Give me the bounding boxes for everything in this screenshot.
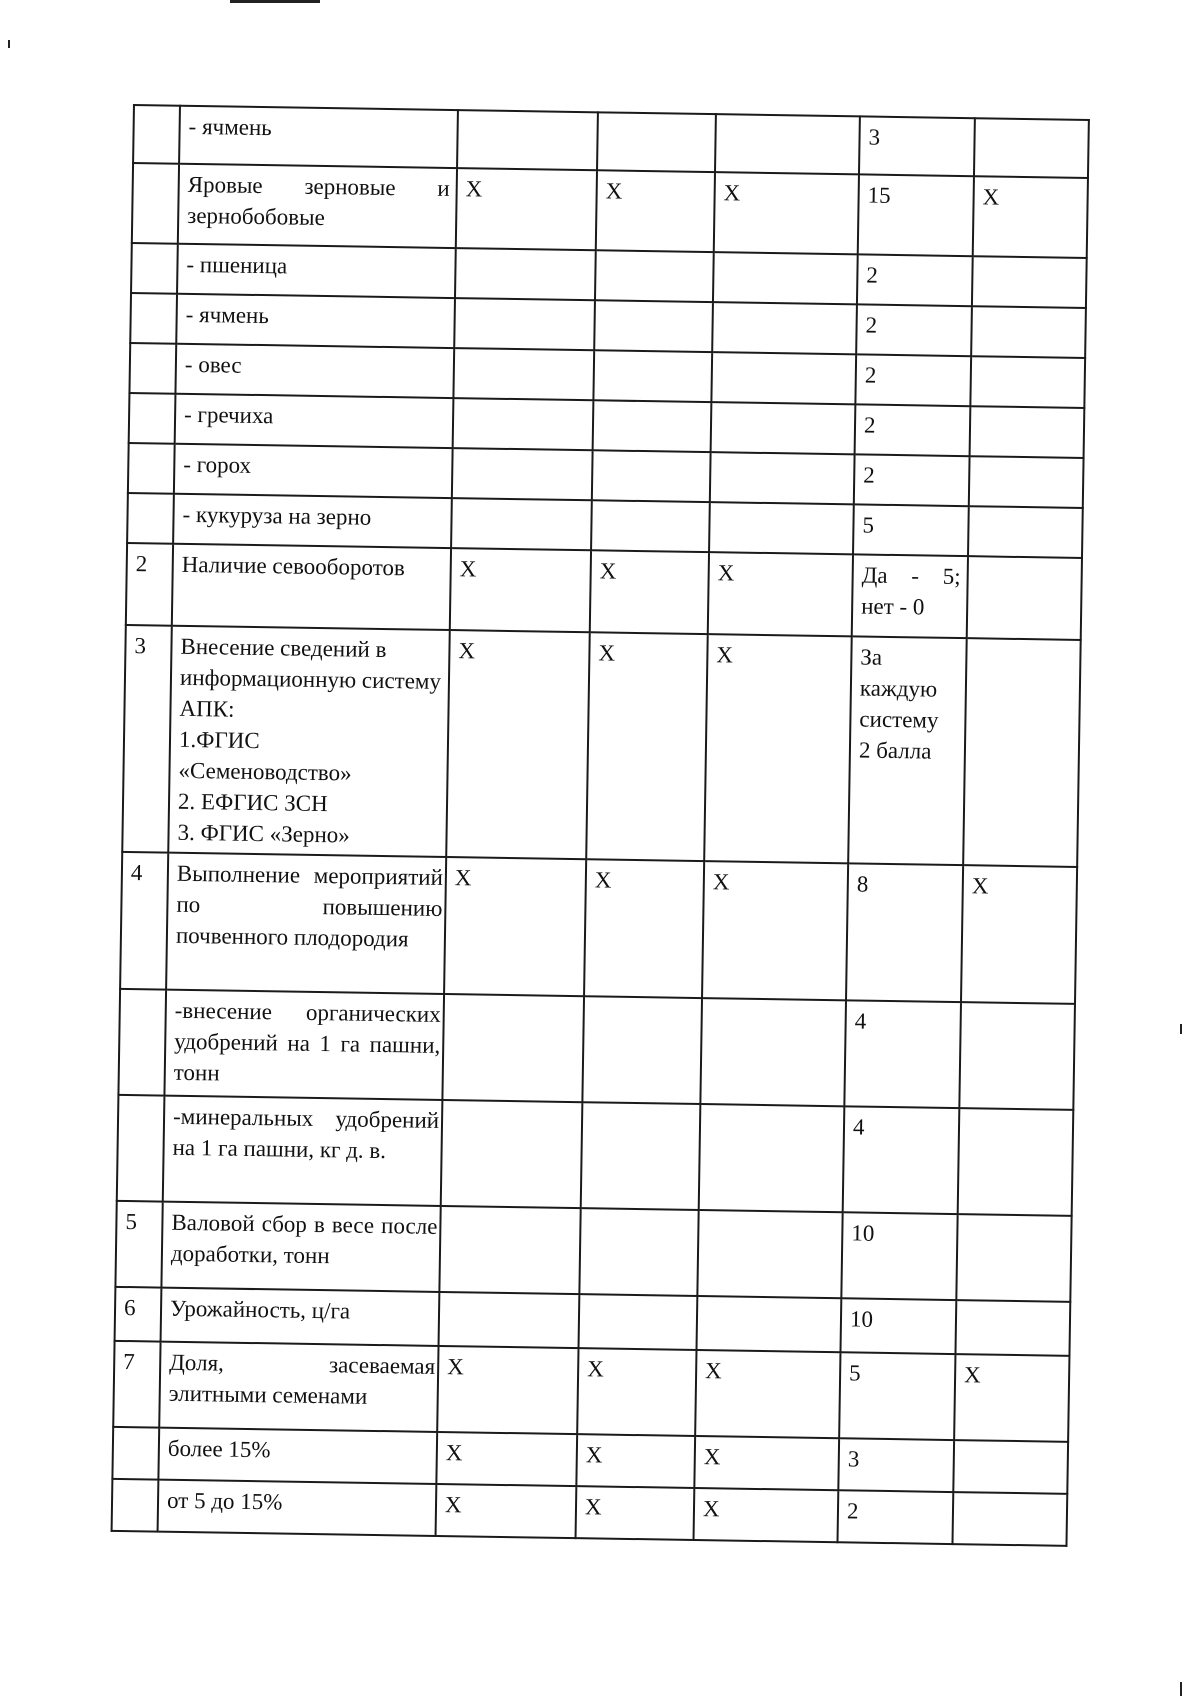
score-cell: 2 [837, 1490, 953, 1544]
row-number [132, 163, 179, 244]
mark-cell-1: X [446, 630, 590, 859]
scan-mark-left [8, 40, 10, 48]
mark-cell-5 [953, 1440, 1068, 1494]
mark-cell-1 [439, 1206, 580, 1294]
mark-cell-1 [441, 1100, 583, 1208]
mark-cell-3: X [695, 1350, 840, 1438]
score-cell: 3 [859, 116, 975, 176]
mark-cell-2 [594, 300, 713, 352]
row-number [118, 989, 166, 1096]
mark-cell-5: X [961, 865, 1077, 1004]
mark-cell-5 [967, 556, 1082, 640]
criterion-name: -минеральных удобрений на 1 га пашни, кг д. в. [163, 1096, 443, 1206]
mark-cell-2: X [584, 859, 704, 998]
score-cell: 2 [855, 404, 971, 456]
scan-mark-bottom-right [1180, 1682, 1182, 1696]
mark-cell-5 [974, 118, 1089, 178]
table-row [113, 1341, 1069, 1442]
criterion-name: Выполнение мероприятий по повышению почвенного плодородия [166, 853, 446, 994]
mark-cell-2: X [576, 1434, 695, 1488]
mark-cell-3 [712, 302, 857, 354]
table-row [117, 1095, 1074, 1216]
mark-cell-3: X [694, 1436, 839, 1490]
row-number: 6 [115, 1287, 162, 1342]
mark-cell-2 [593, 350, 712, 402]
row-number [117, 1095, 165, 1202]
criterion-name: -внесение органических удобрений на 1 га пашни, тонн [164, 990, 444, 1100]
mark-cell-2: X [577, 1348, 696, 1436]
mark-cell-1 [454, 298, 595, 350]
mark-cell-2 [591, 500, 710, 552]
mark-cell-2: X [596, 170, 715, 252]
score-cell: 2 [855, 354, 971, 406]
criterion-name: Яровые зерновые и зернобобовые [178, 164, 457, 248]
mark-cell-1: X [437, 1346, 578, 1434]
scan-mark-right [1180, 1024, 1182, 1034]
row-number [112, 1479, 159, 1532]
mark-cell-5 [955, 1300, 1070, 1356]
system-list-item: 3. ФГИС «Зерно» [177, 819, 350, 848]
mark-cell-1 [455, 248, 596, 300]
system-list-intro: Внесение сведений в информационную систему АПК: [179, 633, 442, 722]
mark-cell-3 [709, 502, 854, 554]
row-number [131, 243, 178, 294]
mark-cell-3 [711, 402, 856, 454]
row-number [129, 393, 176, 444]
table-row [118, 989, 1075, 1110]
mark-cell-5 [971, 306, 1086, 358]
score-cell: 2 [857, 254, 973, 306]
system-list-item: «Семеноводство» [178, 757, 352, 786]
criterion-name: от 5 до 15% [158, 1480, 437, 1536]
mark-cell-1 [457, 110, 598, 170]
mark-cell-5 [969, 456, 1084, 508]
mark-cell-2: X [590, 550, 709, 634]
mark-cell-5 [972, 256, 1087, 308]
mark-cell-3 [711, 352, 856, 404]
mark-cell-5 [952, 1492, 1067, 1546]
criterion-name: - кукуруза на зерно [173, 494, 452, 548]
mark-cell-3: X [704, 634, 852, 863]
mark-cell-1 [442, 994, 584, 1102]
mark-cell-3 [710, 452, 855, 504]
mark-cell-3 [699, 1104, 845, 1212]
mark-cell-3 [700, 998, 846, 1106]
mark-cell-2: X [586, 632, 708, 861]
table-row [120, 852, 1077, 1004]
row-number [129, 343, 176, 394]
score-cell: 15 [858, 174, 974, 256]
mark-cell-1 [452, 448, 593, 500]
row-number: 7 [113, 1341, 160, 1428]
mark-cell-1: X [444, 857, 586, 996]
mark-cell-3 [696, 1296, 841, 1352]
score-cell: 5 [853, 504, 969, 556]
row-number: 5 [115, 1201, 162, 1288]
mark-cell-5 [968, 506, 1083, 558]
table-row [122, 625, 1080, 867]
mark-cell-3: X [702, 861, 848, 1000]
criterion-name: Доля, засеваемая элитными семенами [159, 1342, 438, 1432]
score-cell: 10 [841, 1212, 957, 1300]
mark-cell-2 [597, 112, 716, 172]
mark-cell-2 [581, 1102, 701, 1210]
mark-cell-1: X [436, 1432, 577, 1486]
row-number [128, 443, 175, 494]
score-cell: 2 [856, 304, 972, 356]
score-cell: 8 [846, 863, 963, 1002]
score-cell: 2 [854, 454, 970, 506]
criterion-name: - овес [175, 344, 454, 398]
criterion-name: - ячмень [179, 106, 458, 168]
criterion-name: - пшеница [177, 244, 456, 298]
mark-cell-5 [970, 406, 1085, 458]
criterion-name: более 15% [158, 1428, 437, 1484]
mark-cell-2 [579, 1208, 698, 1296]
mark-cell-2 [593, 400, 712, 452]
score-cell: 4 [843, 1106, 960, 1214]
row-number: 2 [126, 543, 173, 626]
system-list-item: 2. ЕФГИС ЗСН [177, 788, 328, 817]
criterion-name: Урожайность, ц/га [161, 1288, 440, 1346]
criterion-name: Валовой сбор в весе после доработки, тонн [161, 1202, 440, 1292]
table-row [115, 1201, 1071, 1302]
table-row [132, 163, 1088, 258]
score-cell: 4 [844, 1000, 961, 1108]
mark-cell-2 [595, 250, 714, 302]
mark-cell-3 [697, 1210, 842, 1298]
mark-cell-2 [579, 1294, 698, 1350]
mark-cell-1 [453, 348, 594, 400]
criteria-table [111, 104, 1090, 1547]
row-number [127, 493, 174, 544]
mark-cell-3: X [714, 172, 859, 254]
mark-cell-1 [453, 398, 594, 450]
mark-cell-2 [592, 450, 711, 502]
mark-cell-1 [439, 1292, 580, 1348]
score-line: нет - 0 [861, 593, 925, 620]
table-row [126, 543, 1082, 640]
row-number [133, 105, 180, 164]
system-list-item: 1.ФГИС [178, 726, 260, 754]
mark-cell-1 [451, 498, 592, 550]
mark-cell-1: X [436, 1484, 577, 1538]
mark-cell-5 [958, 1108, 1074, 1216]
criterion-name: Наличие севооборотов [172, 544, 451, 630]
row-number [112, 1427, 159, 1480]
criterion-name: - гречиха [175, 394, 454, 448]
mark-cell-5: X [973, 176, 1088, 258]
scan-mark-top [230, 0, 320, 3]
row-number: 3 [122, 625, 172, 853]
mark-cell-3: X [694, 1488, 839, 1542]
score-cell: 10 [840, 1298, 956, 1354]
score-cell: 3 [838, 1438, 954, 1492]
mark-cell-5 [956, 1214, 1071, 1302]
mark-cell-1: X [456, 168, 597, 250]
score-cell: За каждую систему 2 балла [848, 636, 967, 865]
row-number [130, 293, 177, 344]
criterion-name [168, 626, 450, 857]
score-cell [852, 554, 968, 638]
mark-cell-5: X [954, 1354, 1069, 1442]
mark-cell-3 [713, 252, 858, 304]
score-cell: 5 [839, 1352, 955, 1440]
mark-cell-5 [963, 638, 1081, 867]
mark-cell-5 [959, 1002, 1075, 1110]
mark-cell-3 [715, 114, 860, 174]
score-line: Да - 5; [861, 562, 961, 590]
mark-cell-2 [582, 996, 702, 1104]
mark-cell-2: X [576, 1486, 695, 1540]
criterion-name: - ячмень [176, 294, 455, 348]
criterion-name: - горох [174, 444, 453, 498]
row-number: 4 [120, 852, 168, 990]
mark-cell-3: X [708, 552, 853, 636]
mark-cell-1: X [450, 548, 591, 632]
mark-cell-5 [970, 356, 1085, 408]
